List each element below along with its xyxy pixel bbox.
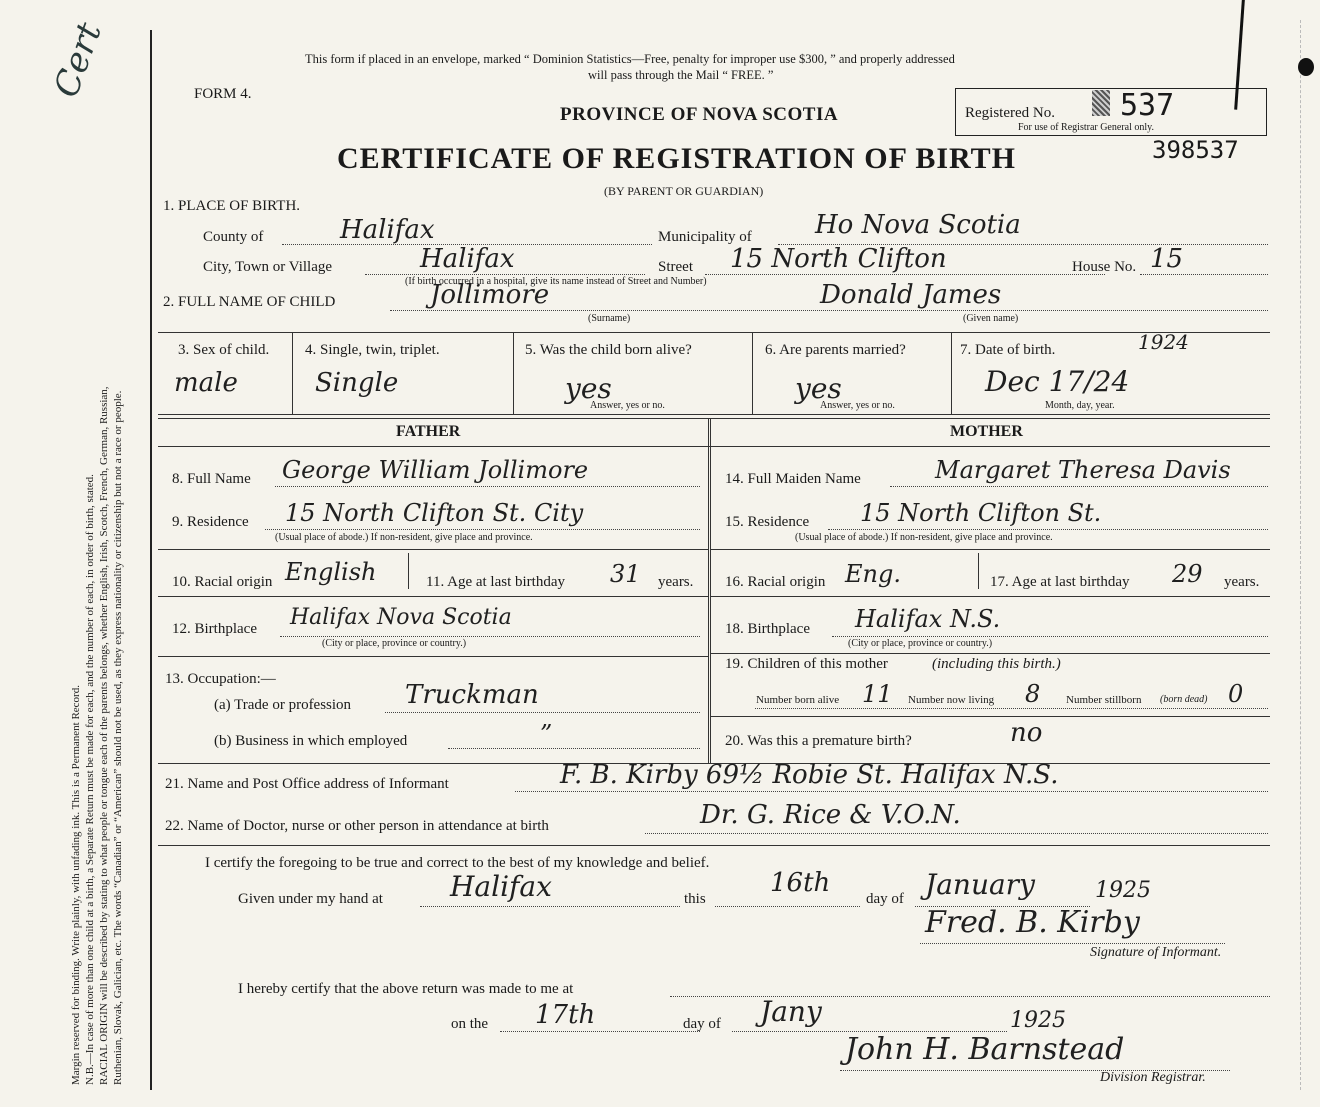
parents-divider <box>708 418 711 763</box>
mother-row-divider-3 <box>711 653 1270 654</box>
mother-row-divider-1 <box>711 549 1270 550</box>
registrar-day-value: 17th <box>535 1000 596 1030</box>
county-label: County of <box>203 229 264 245</box>
registrar-month-value: Jany <box>760 995 822 1028</box>
mother-birthplace-line <box>832 636 1268 637</box>
row3-divider-1 <box>292 332 293 414</box>
parents-heading-border <box>158 446 1270 447</box>
parents-top-border <box>158 418 1270 419</box>
father-residence-line <box>265 529 700 530</box>
city-line <box>365 274 645 275</box>
father-age-value: 31 <box>610 560 641 588</box>
trade-line <box>385 712 700 713</box>
father-age-unit: years. <box>658 574 694 590</box>
father-race-value: English <box>285 558 377 586</box>
born-alive-label: Number born alive <box>756 694 840 706</box>
premature-value: no <box>1010 718 1043 748</box>
right-edge <box>1300 20 1301 1090</box>
mother-race-divider <box>978 553 979 589</box>
father-residence-caption: (Usual place of abode.) If non-resident, give place and province. <box>275 532 533 543</box>
mother-name-line <box>890 486 1268 487</box>
province-name: PROVINCE OF NOVA SCOTIA <box>560 104 839 125</box>
alive-value: yes <box>565 372 612 405</box>
child-name-label: 2. FULL NAME OF CHILD <box>163 294 336 310</box>
father-birthplace-line <box>280 636 700 637</box>
sidebar-line-2: N.B.—In case of more than one child at a birth, a Separate Return must be made for each, and the number of each, in order of birth, stated. <box>84 474 96 1085</box>
father-residence-value: 15 North Clifton St. City <box>285 499 584 527</box>
stamp-number: 398537 <box>1152 136 1239 164</box>
mother-birthplace-label: 18. Birthplace <box>725 621 810 637</box>
father-row-divider-3 <box>158 656 708 657</box>
hospital-note: (If birth occurred in a hospital, give its name instead of Street and Number) <box>405 276 707 287</box>
informant-value: F. B. Kirby 69½ Robie St. Halifax N.S. <box>560 760 1059 790</box>
ink-blot <box>1298 58 1314 76</box>
municipality-value: Ho Nova Scotia <box>815 210 1021 240</box>
registered-label: Registered No. <box>965 105 1055 121</box>
father-name-label: 8. Full Name <box>172 471 251 487</box>
dob-year-note: 1924 <box>1138 330 1189 354</box>
given-caption: (Given name) <box>963 313 1019 324</box>
father-age-label: 11. Age at last birthday <box>426 574 565 590</box>
mother-heading: MOTHER <box>950 423 1023 440</box>
mother-birthplace-caption: (City or place, province or country.) <box>848 638 993 649</box>
father-race-label: 10. Racial origin <box>172 574 273 590</box>
plurality-value: Single <box>315 368 399 398</box>
registered-stamp-icon <box>1092 90 1110 116</box>
registrar-year-value: 1925 <box>1010 1008 1066 1033</box>
day-line <box>715 906 860 907</box>
on-the-label: on the <box>451 1016 489 1032</box>
dob-label: 7. Date of birth. <box>960 342 1056 358</box>
occupation-label: 13. Occupation:— <box>165 671 276 687</box>
form-number: FORM 4. <box>194 86 252 102</box>
now-living-label: Number now living <box>908 694 995 706</box>
registrar-caption: Division Registrar. <box>1100 1070 1206 1085</box>
father-residence-label: 9. Residence <box>172 514 249 530</box>
row3-top-border <box>158 332 1270 333</box>
registrar-note: For use of Registrar General only. <box>1018 122 1154 133</box>
mother-name-value: Margaret Theresa Davis <box>935 456 1231 484</box>
father-birthplace-value: Halifax Nova Scotia <box>290 605 512 630</box>
registrar-day-line <box>500 1031 700 1032</box>
mother-residence-value: 15 North Clifton St. <box>860 499 1102 527</box>
mail-notice-line1: This form if placed in an envelope, marked “ Dominion Statistics—Free, penalty for improper use $300, ” and properly addressed <box>305 52 955 66</box>
stillborn-label: Number stillborn <box>1066 694 1142 706</box>
married-caption: Answer, yes or no. <box>820 400 895 411</box>
mother-age-value: 29 <box>1172 560 1203 588</box>
certify-top-border <box>158 845 1270 846</box>
registered-number: 537 <box>1120 88 1175 123</box>
mother-row-divider-4 <box>711 716 1270 717</box>
row3-bottom-border <box>158 414 1270 415</box>
father-name-line <box>275 486 700 487</box>
page-title: CERTIFICATE OF REGISTRATION OF BIRTH <box>337 142 1016 175</box>
married-value: yes <box>795 372 842 405</box>
day-of-label: day of <box>866 891 904 907</box>
married-label: 6. Are parents married? <box>765 342 906 358</box>
stillborn-value: 0 <box>1228 680 1244 708</box>
mother-residence-line <box>828 529 1268 530</box>
mother-birthplace-value: Halifax N.S. <box>855 605 1001 633</box>
certify-year-value: 1925 <box>1095 878 1151 903</box>
mother-residence-label: 15. Residence <box>725 514 810 530</box>
children-label: 19. Children of this mother <box>725 656 888 672</box>
row3-divider-4 <box>951 332 952 414</box>
child-surname: Jollimore <box>430 280 550 310</box>
page-subtitle: (BY PARENT OR GUARDIAN) <box>604 184 764 198</box>
father-birthplace-caption: (City or place, province or country.) <box>322 638 467 649</box>
mother-name-label: 14. Full Maiden Name <box>725 471 861 487</box>
sidebar-line-1: Margin reserved for binding. Write plainly, with unfading ink. This is a Permanent Record. <box>70 685 82 1085</box>
informant-label: 21. Name and Post Office address of Informant <box>165 776 449 792</box>
dob-value: Dec 17/24 <box>985 365 1130 398</box>
informant-signature: Fred. B. Kirby <box>925 905 1140 940</box>
given-place-line <box>420 906 680 907</box>
informant-signature-line <box>920 943 1225 944</box>
this-label: this <box>684 891 706 907</box>
given-label: Given under my hand at <box>238 891 383 907</box>
trade-label: (a) Trade or profession <box>214 697 352 713</box>
father-race-divider <box>408 553 409 589</box>
mother-race-value: Eng. <box>845 560 901 588</box>
street-line <box>705 274 1105 275</box>
business-line <box>448 748 700 749</box>
surname-caption: (Surname) <box>588 313 631 324</box>
doctor-value: Dr. G. Rice & V.O.N. <box>700 800 961 830</box>
child-name-line <box>390 310 1268 311</box>
mail-notice-line2: will pass through the Mail “ FREE. ” <box>588 68 774 82</box>
children-line <box>755 708 1268 709</box>
mother-row-divider-2 <box>711 596 1270 597</box>
father-heading: FATHER <box>396 423 461 440</box>
father-birthplace-label: 12. Birthplace <box>172 621 257 637</box>
city-label: City, Town or Village <box>203 259 333 275</box>
child-given-name: Donald James <box>820 280 1002 310</box>
house-value: 15 <box>1150 244 1184 274</box>
now-living-value: 8 <box>1025 680 1041 708</box>
certify-statement: I certify the foregoing to be true and correct to the best of my knowledge and belief. <box>205 855 710 871</box>
trade-value: Truckman <box>405 680 539 710</box>
dob-caption: Month, day, year. <box>1045 400 1115 411</box>
alive-caption: Answer, yes or no. <box>590 400 665 411</box>
registrar-signature: John H. Barnstead <box>845 1032 1125 1067</box>
county-value: Halifax <box>340 215 435 245</box>
mother-age-unit: years. <box>1224 574 1260 590</box>
sex-label: 3. Sex of child. <box>178 342 270 358</box>
given-place-value: Halifax <box>450 870 552 903</box>
doctor-line <box>645 833 1268 834</box>
sex-value: male <box>174 368 238 398</box>
father-row-divider-2 <box>158 596 708 597</box>
registrar-day-of-label: day of <box>683 1016 721 1032</box>
business-value: ” <box>540 720 553 748</box>
certify-month-value: January <box>925 868 1035 901</box>
house-line <box>1140 274 1268 275</box>
row3-divider-3 <box>752 332 753 414</box>
mother-age-label: 17. Age at last birthday <box>990 574 1130 590</box>
mother-residence-caption: (Usual place of abode.) If non-resident, give place and province. <box>795 532 1053 543</box>
doctor-label: 22. Name of Doctor, nurse or other person in attendance at birth <box>165 818 549 834</box>
business-label: (b) Business in which employed <box>214 733 408 749</box>
sidebar-line-4: Ruthenian, Slovak, Galician, etc. The words “Canadian” or “American” should not be used, as they express nationality or citizenship but not a race or people. <box>112 390 124 1085</box>
premature-label: 20. Was this a premature birth? <box>725 733 912 749</box>
father-row-divider-1 <box>158 549 708 550</box>
born-alive-value: 11 <box>862 680 893 708</box>
mother-race-label: 16. Racial origin <box>725 574 826 590</box>
sidebar-instructions <box>70 110 130 1090</box>
city-value: Halifax <box>420 244 515 274</box>
margin-note: Cert <box>46 17 110 103</box>
binding-border <box>150 30 152 1090</box>
plurality-label: 4. Single, twin, triplet. <box>305 342 440 358</box>
informant-line <box>515 791 1268 792</box>
children-note: (including this birth.) <box>932 656 1061 672</box>
alive-label: 5. Was the child born alive? <box>525 342 692 358</box>
sidebar-line-3: RACIAL ORIGIN will be described by stating to what people or tongue each of the parents belongs, whether English, Irish, Scotch, French, German, Russian, <box>98 386 110 1085</box>
house-label: House No. <box>1072 259 1137 275</box>
father-name-value: George William Jollimore <box>282 456 589 484</box>
informant-signature-caption: Signature of Informant. <box>1090 945 1222 960</box>
row3-divider-2 <box>513 332 514 414</box>
municipality-label: Municipality of <box>658 229 752 245</box>
place-section-label: 1. PLACE OF BIRTH. <box>163 198 301 214</box>
stillborn-note: (born dead) <box>1160 694 1208 705</box>
certify-day-value: 16th <box>770 868 831 898</box>
registrar-statement: I hereby certify that the above return was made to me at <box>238 981 574 997</box>
street-value: 15 North Clifton <box>730 244 947 274</box>
street-label: Street <box>658 259 693 275</box>
